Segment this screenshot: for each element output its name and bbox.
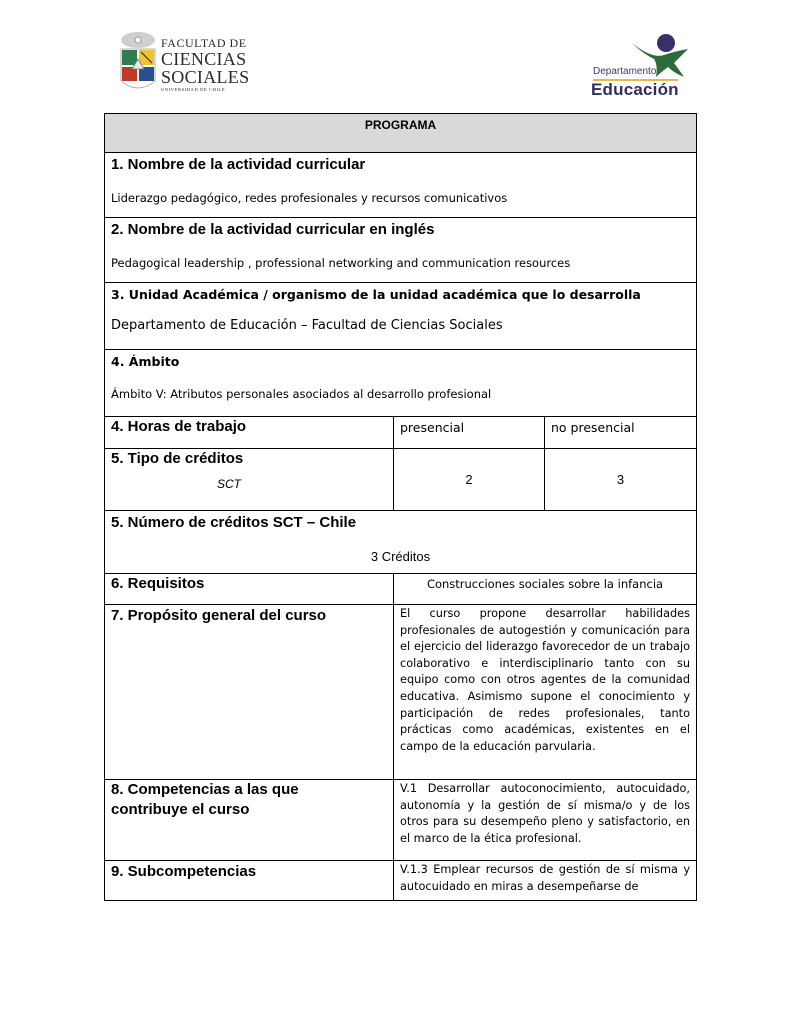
section-title: 3. Unidad Académica / organismo de la unidad académica que lo desarrolla bbox=[111, 287, 641, 302]
logo-line-universidad: UNIVERSIDAD DE CHILE bbox=[161, 87, 226, 92]
section-title: 6. Requisitos bbox=[111, 575, 205, 592]
credits-value: 3 Créditos bbox=[370, 549, 431, 564]
university-crest-icon bbox=[118, 31, 158, 95]
section-title: 4. Horas de trabajo bbox=[111, 418, 247, 435]
row-numero-creditos bbox=[105, 511, 697, 574]
section-nombre-ingles bbox=[105, 218, 697, 283]
section-value: Liderazgo pedagógico, redes profesionales y recursos comunicativos bbox=[111, 191, 508, 205]
credit-type-sct: SCT bbox=[217, 477, 241, 491]
section-value: Pedagogical leadership , professional networking and communication resources bbox=[111, 256, 571, 270]
table-header-row bbox=[105, 114, 697, 153]
row-requisitos bbox=[105, 574, 697, 605]
section-value: Ámbito V: Atributos personales asociados al desarrollo profesional bbox=[111, 387, 492, 401]
section-title: 9. Subcompetencias bbox=[111, 863, 257, 880]
presencial-value: 2 bbox=[394, 449, 545, 511]
no-presencial-value: 3 bbox=[545, 449, 697, 511]
proposito-value: El curso propone desarrollar habilidades profesionales de autogestión y comunicación para el ejercicio del liderazgo favorecedor de un trabajo colaborativo e interdisciplinario tanto con su equipo como con otros agentes de la comunidad educativa. Asimismo supone el conocimiento y participación de redes profesionales, tanto prácticas como académicas, existentes en el campo de la educación parvularia. bbox=[394, 605, 697, 780]
facultad-logo bbox=[118, 31, 250, 96]
requisitos-value: Construcciones sociales sobre la infancia bbox=[394, 574, 697, 605]
row-proposito bbox=[105, 605, 697, 780]
departamento-logo bbox=[588, 33, 698, 97]
section-title: 8. Competencias a las que bbox=[111, 781, 299, 798]
section-title: 4. Ámbito bbox=[111, 354, 180, 369]
logo-educacion-label: Educación bbox=[591, 80, 679, 99]
section-unidad-academica bbox=[105, 283, 697, 350]
section-nombre bbox=[105, 153, 697, 218]
programa-table bbox=[104, 113, 697, 901]
section-ambito bbox=[105, 350, 697, 417]
section-title: 5. Número de créditos SCT – Chile bbox=[111, 514, 357, 531]
section-title-cont: contribuye el curso bbox=[111, 801, 250, 818]
logo-line-sociales: SOCIALES bbox=[161, 67, 250, 87]
col-no-presencial: no presencial bbox=[545, 417, 697, 449]
row-tipo-creditos bbox=[105, 449, 697, 511]
section-title: 5. Tipo de créditos bbox=[111, 450, 244, 467]
logo-line-ciencias: CIENCIAS bbox=[161, 49, 247, 69]
section-title: 7. Propósito general del curso bbox=[111, 607, 327, 624]
section-title: 1. Nombre de la actividad curricular bbox=[111, 156, 366, 173]
logo-line-facultad: FACULTAD DE bbox=[161, 36, 247, 50]
programa-title: PROGRAMA bbox=[105, 114, 697, 153]
row-horas-trabajo bbox=[105, 417, 697, 449]
row-subcompetencias bbox=[105, 861, 697, 901]
logo-departamento-label: Departamento bbox=[593, 66, 657, 77]
competencias-value: V.1 Desarrollar autoconocimiento, autocuidado, autonomía y la gestión de sí misma/o y de los otros para su desempeño pleno y satisfactorio, en el marco de la ética profesional. bbox=[394, 780, 697, 861]
row-competencias bbox=[105, 780, 697, 861]
col-presencial: presencial bbox=[394, 417, 545, 449]
section-value: Departamento de Educación – Facultad de Ciencias Sociales bbox=[111, 318, 503, 333]
section-title: 2. Nombre de la actividad curricular en inglés bbox=[111, 221, 435, 238]
subcompetencias-value: V.1.3 Emplear recursos de gestión de sí misma y autocuidado en miras a desempeñarse de bbox=[394, 861, 697, 901]
